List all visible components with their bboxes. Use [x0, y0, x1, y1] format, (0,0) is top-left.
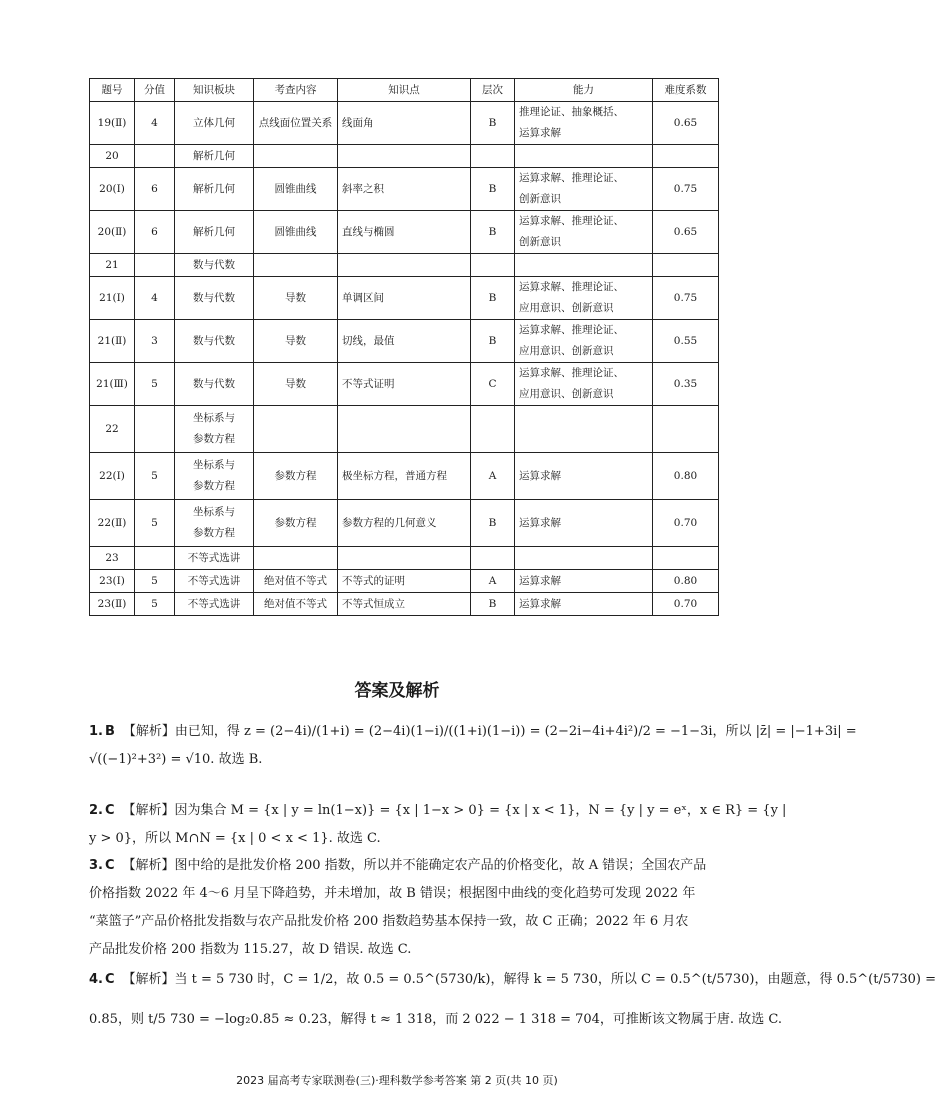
table-row: [90, 593, 719, 616]
answer-item: [89, 960, 936, 1040]
answer-choice: C: [104, 972, 115, 987]
cell-no: 22: [90, 406, 135, 453]
cell-ability: [515, 593, 653, 616]
table-row: [90, 145, 719, 168]
header-score: 分值: [135, 79, 175, 102]
answer-text: “菜篮子”产品价格批发指数与农产品批发价格 200 指数趋势基本保持一致，故 C 正确；2022 年 6 月农: [89, 914, 689, 929]
answer-item: [89, 852, 719, 964]
cell-level: A: [471, 570, 515, 593]
block-line: 数与代数: [193, 334, 235, 347]
cell-score: 4: [135, 277, 175, 320]
block-line: 坐标系与: [193, 459, 235, 471]
answer-line: [89, 797, 787, 825]
table-header-row: [90, 79, 719, 102]
cell-score: 3: [135, 320, 175, 363]
cell-no: 23(Ⅱ): [90, 593, 135, 616]
header-ability: 能力: [515, 79, 653, 102]
cell-difficulty: 0.80: [653, 453, 719, 500]
ability-line: 运算求解、推理论证、: [519, 172, 624, 184]
header-block: 知识板块: [175, 79, 254, 102]
cell-block: [175, 102, 254, 145]
cell-point: 直线与椭圆: [338, 211, 471, 254]
cell-content: 绝对值不等式: [254, 570, 338, 593]
ability-line: 运算求解、推理论证、: [519, 324, 624, 336]
cell-difficulty: 0.55: [653, 320, 719, 363]
block-line: 参数方程: [193, 433, 235, 445]
answer-choice: C: [104, 858, 115, 873]
answer-text: 因为集合 M = {x | y = ln(1−x)} = {x | 1−x > 0} = {x | x < 1}，N = {y | y = eˣ，x ∈ R} = {y |: [174, 803, 787, 818]
cell-level: B: [471, 593, 515, 616]
cell-block: [175, 254, 254, 277]
cell-point: 不等式的证明: [338, 570, 471, 593]
block-line: 数与代数: [193, 258, 235, 271]
header-level: 层次: [471, 79, 515, 102]
cell-level: B: [471, 277, 515, 320]
table-row: [90, 500, 719, 547]
cell-point: 线面角: [338, 102, 471, 145]
cell-ability: [515, 277, 653, 320]
cell-content: [254, 547, 338, 570]
ability-line: 运算求解: [519, 127, 561, 139]
cell-ability: [515, 102, 653, 145]
answer-text: 图中给的是批发价格 200 指数，所以并不能确定农产品的价格变化，故 A 错误；全国农产品: [174, 858, 707, 873]
cell-no: 21(Ⅲ): [90, 363, 135, 406]
answer-line: [89, 880, 719, 908]
answer-text: 0.85，则 t/5 730 = −log₂0.85 ≈ 0.23，解得 t ≈ 1 318，而 2 022 − 1 318 = 704，可推断该文物属于唐. 故选 C.: [89, 1012, 782, 1027]
cell-level: B: [471, 102, 515, 145]
header-difficulty: 难度系数: [653, 79, 719, 102]
cell-score: [135, 254, 175, 277]
cell-block: [175, 211, 254, 254]
answer-choice: B: [104, 724, 115, 739]
cell-ability: [515, 547, 653, 570]
ability-line: 推理论证、抽象概括、: [519, 106, 624, 118]
answer-text: 产品批发价格 200 指数为 115.27，故 D 错误. 故选 C.: [89, 942, 412, 957]
answer-line: [89, 718, 857, 746]
cell-score: 5: [135, 570, 175, 593]
answer-line: [89, 1000, 782, 1040]
table-row: [90, 277, 719, 320]
cell-ability: [515, 145, 653, 168]
table-row: [90, 168, 719, 211]
answer-text: y > 0}，所以 M∩N = {x | 0 < x < 1}. 故选 C.: [89, 831, 381, 846]
cell-content: 参数方程: [254, 500, 338, 547]
answer-number: 1.: [89, 724, 103, 739]
ability-line: 运算求解: [519, 597, 561, 610]
cell-ability: [515, 168, 653, 211]
cell-no: 22(Ⅱ): [90, 500, 135, 547]
answer-number: 2.: [89, 803, 103, 818]
cell-block: [175, 547, 254, 570]
answer-line: [89, 746, 719, 774]
cell-block: [175, 320, 254, 363]
cell-block: [175, 363, 254, 406]
cell-point: 斜率之积: [338, 168, 471, 211]
cell-no: 21: [90, 254, 135, 277]
cell-ability: [515, 254, 653, 277]
cell-score: [135, 547, 175, 570]
answer-number: 4.: [89, 972, 103, 987]
cell-difficulty: [653, 145, 719, 168]
cell-point: [338, 406, 471, 453]
cell-score: [135, 406, 175, 453]
answer-text: 价格指数 2022 年 4～6 月呈下降趋势，并未增加，故 B 错误；根据图中曲线的变化趋势可发现 2022 年: [89, 886, 696, 901]
cell-content: 参数方程: [254, 453, 338, 500]
cell-block: [175, 593, 254, 616]
block-line: 解析几何: [193, 182, 235, 195]
cell-block: [175, 570, 254, 593]
cell-difficulty: [653, 254, 719, 277]
block-line: 坐标系与: [193, 506, 235, 518]
cell-no: 21(Ⅱ): [90, 320, 135, 363]
knowledge-table: [89, 78, 719, 616]
block-line: 数与代数: [193, 377, 235, 390]
cell-score: [135, 145, 175, 168]
cell-ability: [515, 320, 653, 363]
cell-point: 单调区间: [338, 277, 471, 320]
cell-ability: [515, 363, 653, 406]
ability-line: 应用意识、创新意识: [519, 388, 614, 400]
cell-content: 圆锥曲线: [254, 211, 338, 254]
cell-point: 参数方程的几何意义: [338, 500, 471, 547]
cell-point: [338, 145, 471, 168]
cell-point: 切线，最值: [338, 320, 471, 363]
cell-difficulty: 0.70: [653, 593, 719, 616]
cell-block: [175, 406, 254, 453]
cell-ability: [515, 406, 653, 453]
cell-level: A: [471, 453, 515, 500]
cell-score: 5: [135, 453, 175, 500]
answer-choice: C: [104, 803, 115, 818]
cell-ability: [515, 570, 653, 593]
cell-block: [175, 168, 254, 211]
cell-no: 20(Ⅱ): [90, 211, 135, 254]
answer-text: √((−1)²+3²) = √10. 故选 B.: [89, 752, 263, 767]
cell-no: 20: [90, 145, 135, 168]
cell-content: [254, 406, 338, 453]
block-line: 参数方程: [193, 527, 235, 539]
cell-content: 绝对值不等式: [254, 593, 338, 616]
table-row: [90, 211, 719, 254]
ability-line: 创新意识: [519, 236, 561, 248]
block-line: 不等式选讲: [187, 551, 241, 564]
analysis-tag: 【解析】: [122, 858, 175, 873]
answer-item: [89, 718, 857, 774]
cell-level: C: [471, 363, 515, 406]
header-point: 知识点: [338, 79, 471, 102]
cell-level: B: [471, 500, 515, 547]
cell-score: 5: [135, 500, 175, 547]
cell-content: 圆锥曲线: [254, 168, 338, 211]
block-line: 解析几何: [193, 225, 235, 238]
ability-line: 应用意识、创新意识: [519, 345, 614, 357]
table-row: [90, 570, 719, 593]
table-row: [90, 406, 719, 453]
cell-content: 导数: [254, 277, 338, 320]
cell-difficulty: [653, 406, 719, 453]
ability-line: 运算求解: [519, 469, 561, 482]
cell-ability: [515, 500, 653, 547]
cell-point: 不等式恒成立: [338, 593, 471, 616]
cell-score: 6: [135, 168, 175, 211]
answer-number: 3.: [89, 858, 103, 873]
ability-line: 运算求解、推理论证、: [519, 281, 624, 293]
cell-point: 极坐标方程，普通方程: [338, 453, 471, 500]
cell-content: 导数: [254, 363, 338, 406]
ability-line: 运算求解、推理论证、: [519, 215, 624, 227]
cell-level: [471, 145, 515, 168]
analysis-tag: 【解析】: [122, 972, 175, 987]
answer-line: [89, 852, 719, 880]
cell-content: 点线面位置关系: [254, 102, 338, 145]
cell-difficulty: 0.75: [653, 168, 719, 211]
cell-level: [471, 406, 515, 453]
block-line: 不等式选讲: [187, 597, 241, 610]
cell-block: [175, 453, 254, 500]
answer-text: 当 t = 5 730 时，C = 1/2，故 0.5 = 0.5^(5730/k)，解得 k = 5 730，所以 C = 0.5^(t/5730)，由题意，得 0.5^(t/5730) =: [174, 972, 936, 987]
cell-difficulty: 0.80: [653, 570, 719, 593]
table-row: [90, 547, 719, 570]
cell-difficulty: 0.70: [653, 500, 719, 547]
ability-line: 运算求解、推理论证、: [519, 367, 624, 379]
cell-no: 20(Ⅰ): [90, 168, 135, 211]
ability-line: 应用意识、创新意识: [519, 302, 614, 314]
cell-block: [175, 145, 254, 168]
analysis-tag: 【解析】: [122, 724, 175, 739]
cell-content: [254, 254, 338, 277]
cell-score: 5: [135, 363, 175, 406]
cell-ability: [515, 453, 653, 500]
block-line: 坐标系与: [193, 412, 235, 424]
cell-no: 23(Ⅰ): [90, 570, 135, 593]
cell-point: [338, 254, 471, 277]
cell-block: [175, 500, 254, 547]
header-content: 考查内容: [254, 79, 338, 102]
cell-level: B: [471, 168, 515, 211]
cell-level: B: [471, 211, 515, 254]
block-line: 参数方程: [193, 480, 235, 492]
ability-line: 创新意识: [519, 193, 561, 205]
cell-point: 不等式证明: [338, 363, 471, 406]
ability-line: 运算求解: [519, 574, 561, 587]
cell-no: 21(Ⅰ): [90, 277, 135, 320]
cell-ability: [515, 211, 653, 254]
header-no: 题号: [90, 79, 135, 102]
cell-level: [471, 254, 515, 277]
answer-text: 由已知，得 z = (2−4i)/(1+i) = (2−4i)(1−i)/((1+i)(1−i)) = (2−2i−4i+4i²)/2 = −1−3i，所以 |z̄| = |−1+3i| =: [174, 724, 857, 739]
table-row: [90, 320, 719, 363]
answer-item: [89, 797, 787, 853]
cell-score: 6: [135, 211, 175, 254]
cell-difficulty: 0.65: [653, 102, 719, 145]
page-footer: 2023 届高考专家联测卷(三)·理科数学参考答案 第 2 页(共 10 页): [236, 1074, 558, 1087]
cell-content: 导数: [254, 320, 338, 363]
analysis-tag: 【解析】: [122, 803, 175, 818]
cell-no: 22(Ⅰ): [90, 453, 135, 500]
cell-no: 19(Ⅱ): [90, 102, 135, 145]
block-line: 数与代数: [193, 291, 235, 304]
answer-line: [89, 908, 719, 936]
cell-difficulty: 0.65: [653, 211, 719, 254]
table-row: [90, 453, 719, 500]
cell-point: [338, 547, 471, 570]
table-row: [90, 102, 719, 145]
cell-content: [254, 145, 338, 168]
answer-line: [89, 960, 936, 1000]
cell-difficulty: 0.35: [653, 363, 719, 406]
cell-level: [471, 547, 515, 570]
block-line: 不等式选讲: [187, 574, 241, 587]
block-line: 解析几何: [193, 149, 235, 162]
section-title: 答案及解析: [354, 681, 440, 701]
cell-score: 4: [135, 102, 175, 145]
cell-block: [175, 277, 254, 320]
cell-difficulty: 0.75: [653, 277, 719, 320]
table-row: [90, 254, 719, 277]
table-row: [90, 363, 719, 406]
block-line: 立体几何: [193, 116, 235, 129]
answer-line: [89, 825, 719, 853]
ability-line: 运算求解: [519, 516, 561, 529]
cell-no: 23: [90, 547, 135, 570]
cell-score: 5: [135, 593, 175, 616]
cell-level: B: [471, 320, 515, 363]
cell-difficulty: [653, 547, 719, 570]
